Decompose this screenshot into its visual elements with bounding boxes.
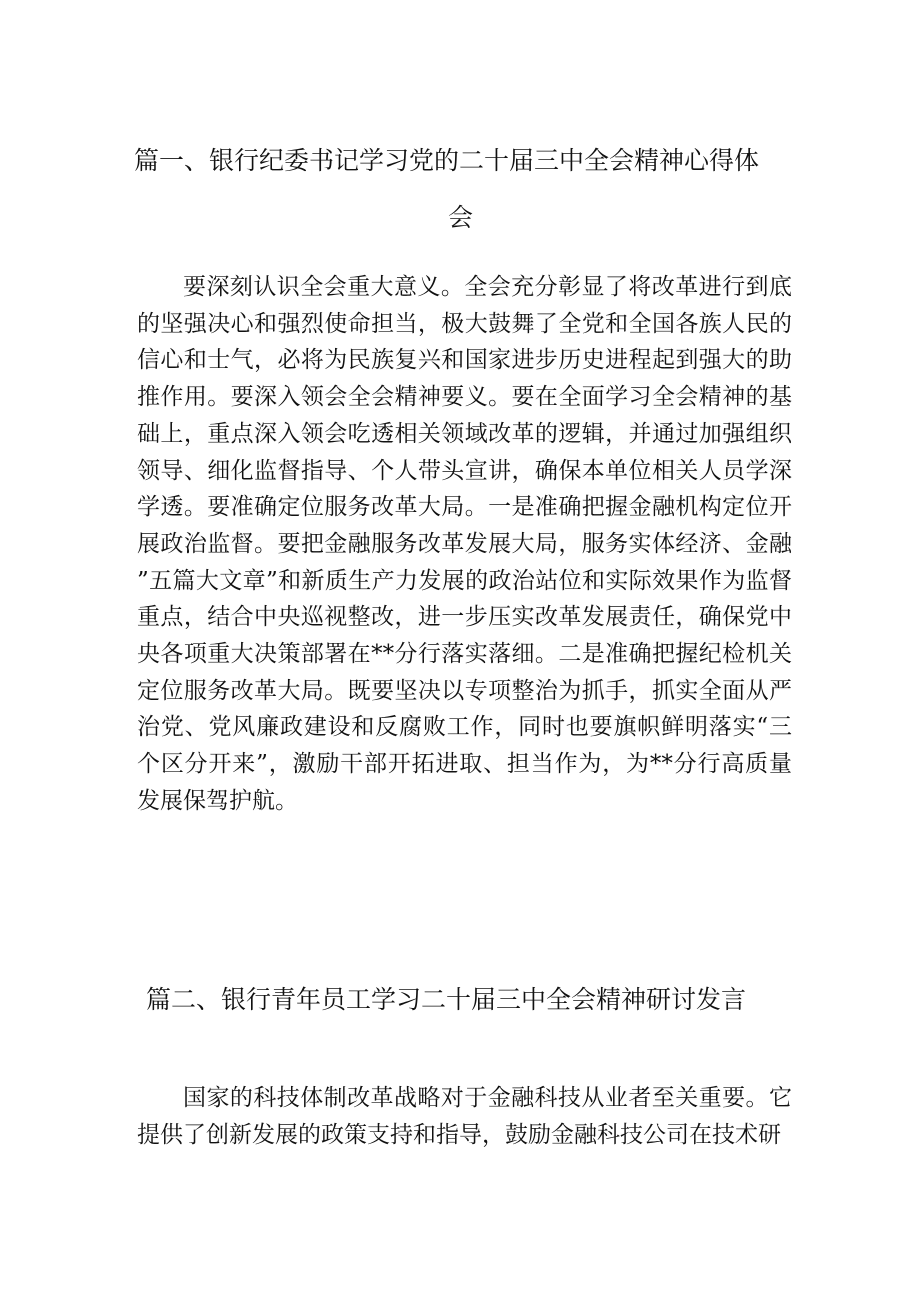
section1-body-paragraph: 要深刻认识全会重大意义。全会充分彰显了将改革进行到底的坚强决心和强烈使命担当，极大鼓舞了全党和全国各族人民的信心和士气，必将为民族复兴和国家进步历史进程起到强大的助推作用。要深入领会全会精神要义。要在全面学习全会精神的基础上，重点深入领会吃透相关领域改革的逻辑，并通过加强组织领导、细化监督指导、个人带头宣讲，确保本单位相关人员学深学透。要准确定位服务改革大局。一是准确把握金融机构定位开展政治监督。要把金融服务改革发展大局，服务实体经济、金融”五篇大文章”和新质生产力发展的政治站位和实际效果作为监督重点，结合中央巡视整改，进一步压实改革发展责任，确保党中央各项重大决策部署在**分行落实落细。二是准确把握纪检机关定位服务改革大局。既要坚决以专项整治为抓手，抓实全面从严治党、党风廉政建设和反腐败工作，同时也要旗帜鲜明落实“三个区分开来”，激励干部开拓进取、担当作为，为**分行高质量发展保驾护航。 — [137, 274, 792, 814]
section2-body-paragraph: 国家的科技体制改革战略对于金融科技从业者至关重要。它提供了创新发展的政策支持和指导，鼓励金融科技公司在技术研 — [137, 1085, 792, 1148]
section1-title-line2: 会 — [448, 203, 474, 232]
section1-title-line1: 篇一、银行纪委书记学习党的二十届三中全会精神心得体 — [134, 146, 760, 175]
section2-title: 篇二、银行青年员工学习二十届三中全会精神研讨发言 — [146, 985, 747, 1014]
